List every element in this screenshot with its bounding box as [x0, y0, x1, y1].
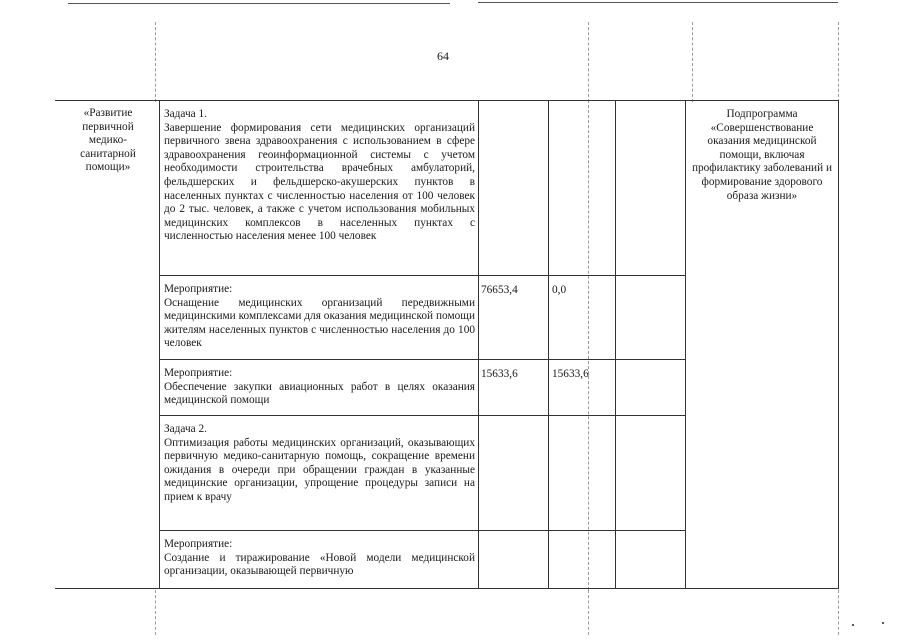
subprogram-cell: Подпрограмма «Совершенствование оказания медицинской помощи, включая профилактику заболеваний и формирование здорового образа жизни» [691, 108, 833, 202]
activity-description: Оснащение медицинских организаций передвижными медицинскими комплексами для оказания медицинской помощи жителям населенных пунктов с численностью населения до 100 человек [164, 296, 475, 350]
column-border [838, 100, 839, 588]
scan-guide [838, 590, 839, 635]
scan-guide [155, 590, 156, 635]
activity-cell [164, 283, 475, 351]
task-description: Завершение формирования сети медицинских организаций первичного звена здравоохранения с использованием в сфере здравоохранения геоинформационной системы с учетом необходимости строительства врачебных амбулаторий, фельдшерских и фельдшерско-акушерских пунктов в населенных пунктах с численностью населения от 100 человек до 2 тыс. человек, а также с учетом использования мобильных медицинских комплексов в населенных пунктах с численностью населения менее 100 человек [164, 121, 475, 243]
activity-description: Обеспечение закупки авиационных работ в целях оказания медицинской помощи [164, 380, 475, 407]
task-cell [164, 108, 475, 244]
task-heading: Задача 1. [164, 108, 207, 120]
activity-cell [164, 538, 475, 579]
activity-cell [164, 367, 475, 408]
scan-guide [838, 22, 839, 102]
scan-guide [692, 22, 693, 102]
activity-description: Создание и тиражирование «Новой модели медицинской организации, оказывающей первичную [164, 551, 475, 578]
scan-speck [852, 624, 854, 626]
task-cell [164, 423, 475, 505]
column-border [548, 100, 549, 588]
column-border [685, 100, 686, 588]
scan-guide [588, 100, 589, 590]
column-border [615, 100, 616, 588]
funding-value-1: 15633,6 [481, 368, 518, 380]
table-bottom-border [55, 588, 839, 589]
activity-heading: Мероприятие: [164, 538, 233, 550]
column-border [159, 100, 160, 588]
column-border [478, 100, 479, 588]
activity-heading: Мероприятие: [164, 283, 233, 295]
task-description: Оптимизация работы медицинских организаций, оказывающих первичную медико-санитарную помощь, сокращение времени ожидания в очереди при обращении граждан в указанные медицинские организации, упрощение процедуры записи на прием к врачу [164, 436, 475, 503]
funding-value-1: 76653,4 [481, 284, 518, 296]
scan-edge-right [478, 2, 838, 3]
table-top-border [55, 100, 839, 101]
page-number: 64 [437, 49, 449, 63]
row-separator [159, 275, 685, 276]
row-separator [159, 415, 685, 416]
funding-value-2: 0,0 [552, 284, 567, 296]
scan-guide [155, 22, 156, 102]
scan-guide [588, 22, 589, 102]
scan-edge-left [68, 3, 450, 4]
activity-heading: Мероприятие: [164, 367, 233, 379]
task-heading: Задача 2. [164, 423, 207, 435]
row-separator [159, 530, 685, 531]
scan-guide [588, 590, 589, 635]
row-separator [159, 359, 685, 360]
funding-value-2: 15633,6 [552, 368, 589, 380]
section-title-cell: «Развитие первичной медико-санитарной помощи» [80, 107, 136, 174]
scan-speck [882, 622, 884, 624]
